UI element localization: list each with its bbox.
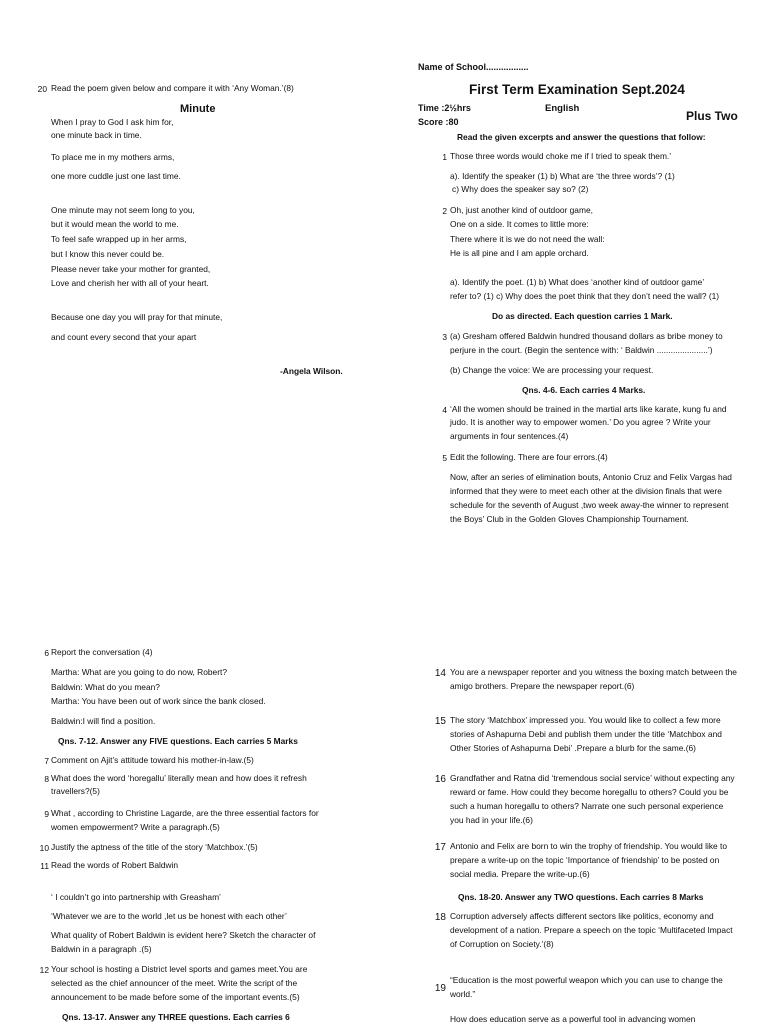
q3-a2: perjure in the court. (Begin the sentence with: ‘ Baldwin ......................’) [450, 345, 713, 355]
q16-line: Grandfather and Ratna did ‘tremendous social service’ without expecting any [450, 773, 735, 783]
q17-line: social media. Prepare the write-up.(6) [450, 869, 590, 879]
poem-line: To feel safe wrapped up in her arms, [51, 234, 187, 244]
q14-line: You are a newspaper reporter and you witness the boxing match between the [450, 667, 737, 677]
q15-line: The story ‘Matchbox’ impressed you. You would like to collect a few more [450, 715, 721, 725]
q12-line: announcement to be made before some of the important events.(5) [51, 992, 300, 1002]
q6-line: Baldwin:I will find a position. [51, 716, 156, 726]
q18-line: Corruption adversely affects different sectors like politics, economy and [450, 911, 714, 921]
poem-line: Because one day you will pray for that minute, [51, 312, 223, 322]
poem-line: but I know this never could be. [51, 249, 165, 259]
q10-number: 10 [39, 843, 49, 853]
poem-line: To place me in my mothers arms, [51, 152, 175, 162]
q3-number: 3 [442, 332, 447, 342]
exam-title: First Term Examination Sept.2024 [469, 82, 685, 97]
section-heading: Qns. 7-12. Answer any FIVE questions. Each carries 5 Marks [58, 736, 298, 746]
q11-text: Read the words of Robert Baldwin [51, 860, 179, 870]
q6-number: 6 [44, 648, 49, 658]
exam-class: Plus Two [686, 109, 738, 123]
q7-text: Comment on Ajit’s attitude toward his mother-in-law.(5) [51, 755, 254, 765]
exam-time: Time :2½hrs [418, 103, 471, 113]
q5-text: Edit the following. There are four errors.(4) [450, 452, 608, 462]
q9-number: 9 [44, 809, 49, 819]
q16-line: you had in your life.(6) [450, 815, 533, 825]
poem-line: one more cuddle just one last time. [51, 171, 181, 181]
q8-number: 8 [44, 774, 49, 784]
q16-number: 16 [434, 774, 446, 785]
q11-line: Baldwin in a paragraph .(5) [51, 944, 152, 954]
q5-line: schedule for the seventh of August ,two week away-the winner to represent [450, 500, 729, 510]
poem-line: one minute back in time. [51, 130, 142, 140]
q18-line: of Corruption on Society.’(8) [450, 939, 554, 949]
q5-number: 5 [442, 453, 447, 463]
q1-text: Those three words would choke me if I tried to speak them.’ [450, 151, 672, 161]
q19-line: world.” [450, 989, 476, 999]
q2-line: He is all pine and I am apple orchard. [450, 248, 589, 258]
poem-author: -Angela Wilson. [280, 366, 343, 376]
q12-number: 12 [39, 965, 49, 975]
q17-line: Antonio and Felix are born to win the trophy of friendship. You would like to [450, 841, 728, 851]
q17-line: prepare a write-up on the topic ‘Importance of friendship’ to be posted on [450, 855, 720, 865]
q2-line: Oh, just another kind of outdoor game, [450, 205, 593, 215]
poem-title: Minute [180, 103, 216, 115]
q20-prompt: Read the poem given below and compare it with ‘Any Woman.’(8) [51, 83, 294, 93]
q4-line: ‘All the women should be trained in the martial arts like karate, kung fu and [450, 404, 727, 414]
q12-line: Your school is hosting a District level sports and games meet.You are [51, 964, 308, 974]
q2-sub2: refer to? (1) c) Why does the poet think that they don’t need the wall? (1) [450, 291, 720, 301]
section-heading: Qns. 18-20. Answer any TWO questions. Each carries 8 Marks [458, 892, 704, 902]
q3-a1: (a) Gresham offered Baldwin hundred thousand dollars as bribe money to [450, 331, 723, 341]
q4-line: arguments in four sentences.(4) [450, 431, 569, 441]
q19-line: How does education serve as a powerful tool in advancing women [450, 1014, 696, 1024]
poem-line: Love and cherish her with all of your heart. [51, 278, 209, 288]
exam-subject: English [545, 103, 580, 114]
q7-number: 7 [44, 756, 49, 766]
q6-line: Martha: You have been out of work since the bank closed. [51, 696, 266, 706]
q11-quote: ‘ I couldn’t go into partnership with Greasham’ [51, 892, 221, 902]
poem-line: but it would mean the world to me. [51, 219, 179, 229]
q5-line: Now, after an series of elimination bouts, Antonio Cruz and Felix Vargas had [450, 472, 732, 482]
q6-text: Report the conversation (4) [51, 647, 153, 657]
q20-number: 20 [37, 84, 47, 94]
poem-line: One minute may not seem long to you, [51, 205, 195, 215]
section-heading: Do as directed. Each question carries 1 Mark. [492, 311, 673, 321]
q18-line: development of a nation. Prepare a speech on the topic ‘Multifaceted Impact [450, 925, 733, 935]
q8-line: What does the word ‘horegallu’ literally mean and how does it refresh [51, 773, 307, 783]
exam-score: Score :80 [418, 117, 459, 127]
q2-line: One on a side. It comes to little more: [450, 219, 589, 229]
school-name-line: Name of School................. [418, 62, 529, 72]
q15-line: Other Stories of Ashapurna Debi’ .Prepare a blurb for the same.(6) [450, 743, 696, 753]
q15-line: stories of Ashapurna Debi and publish them under the title ‘Matchbox and [450, 729, 722, 739]
poem-line: and count every second that your apart [51, 332, 197, 342]
q4-number: 4 [442, 405, 447, 415]
q4-line: judo. It is another way to empower women.’ Do you agree ? Write your [450, 417, 711, 427]
poem-line: Please never take your mother for granted, [51, 264, 211, 274]
q14-line: amigo brothers. Prepare the newspaper report.(6) [450, 681, 635, 691]
q1-number: 1 [442, 152, 447, 162]
q12-line: selected as the chief announcer of the meet. Write the script of the [51, 978, 298, 988]
q6-line: Baldwin: What do you mean? [51, 682, 160, 692]
q11-line: What quality of Robert Baldwin is evident here? Sketch the character of [51, 930, 316, 940]
q8-line: travellers?(5) [51, 786, 100, 796]
q9-line: What , according to Christine Lagarde, are the three essential factors for [51, 808, 319, 818]
q2-line: There where it is we do not need the wall: [450, 234, 605, 244]
q2-number: 2 [442, 206, 447, 216]
q11-number: 11 [40, 861, 49, 871]
q5-line: the Boys’ Club in the Golden Gloves Championship Tournament. [450, 514, 689, 524]
exam-instruction: Read the given excerpts and answer the questions that follow: [457, 132, 706, 142]
q15-number: 15 [434, 716, 446, 727]
section-heading: Qns. 13-17. Answer any THREE questions. Each carries 6 [62, 1012, 290, 1022]
q19-line: “Education is the most powerful weapon which you can use to change the [450, 975, 723, 985]
q16-line: such a human horegallu to others? Narrate one such personal experience [450, 801, 724, 811]
q18-number: 18 [434, 912, 446, 923]
section-heading: Qns. 4-6. Each carries 4 Marks. [522, 385, 646, 395]
q10-text: Justify the aptness of the title of the story ‘Matchbox.’(5) [51, 842, 258, 852]
q9-line: women empowerment? Write a paragraph.(5) [51, 822, 220, 832]
q14-number: 14 [434, 668, 446, 679]
q16-line: reward or fame. How could they become horegallu to others? Could you be [450, 787, 729, 797]
q5-line: informed that they were to meet each other at the division finals that were [450, 486, 722, 496]
q1-sub1: a). Identify the speaker (1) b) What are ‘the three words’? (1) [450, 171, 675, 181]
poem-line: When I pray to God I ask him for, [51, 117, 174, 127]
q6-line: Martha: What are you going to do now, Robert? [51, 667, 227, 677]
q11-quote: ‘Whatever we are to the world ,let us be honest with each other’ [51, 911, 287, 921]
q3-b: (b) Change the voice: We are processing your request. [450, 365, 654, 375]
q1-sub2: c) Why does the speaker say so? (2) [452, 184, 589, 194]
q2-sub1: a). Identify the poet. (1) b) What does ‘another kind of outdoor game’ [450, 277, 705, 287]
q19-number: 19 [434, 983, 446, 994]
q17-number: 17 [434, 842, 446, 853]
